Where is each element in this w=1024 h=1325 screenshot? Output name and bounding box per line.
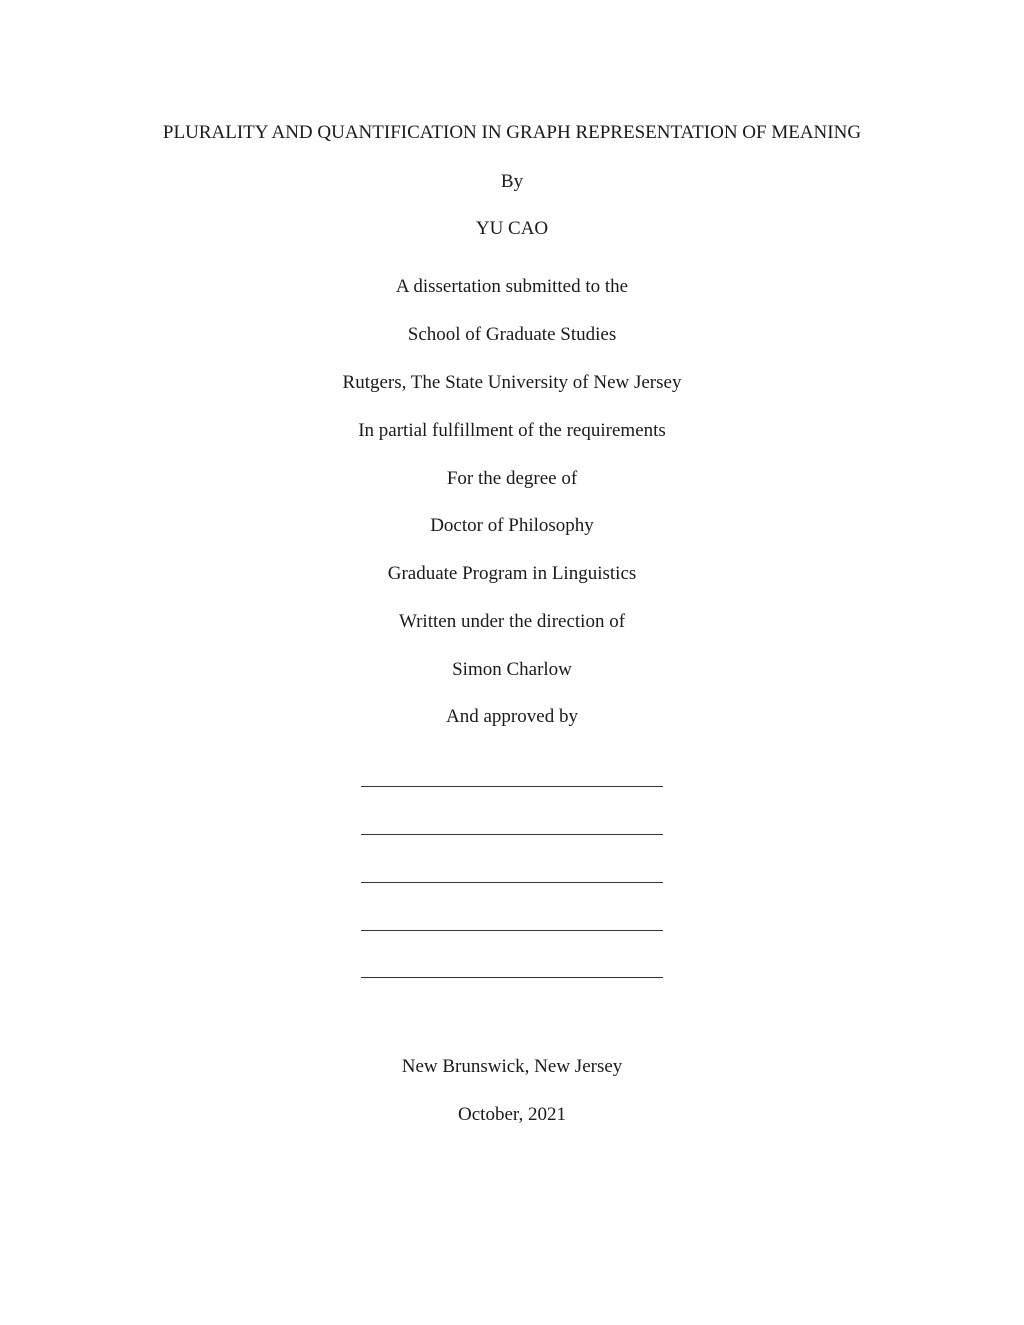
dissertation-title: PLURALITY AND QUANTIFICATION IN GRAPH REPRESENTATION OF MEANING — [162, 122, 862, 143]
by-label: By — [500, 171, 524, 192]
program-name: Graduate Program in Linguistics — [387, 563, 637, 584]
submission-line: In partial fulfillment of the requirements — [358, 420, 666, 441]
date: October, 2021 — [458, 1104, 566, 1125]
location: New Brunswick, New Jersey — [401, 1056, 623, 1077]
advisor-name: Simon Charlow — [452, 659, 572, 680]
submission-line: School of Graduate Studies — [407, 324, 617, 345]
submission-line: For the degree of — [446, 468, 578, 489]
signature-line — [361, 834, 663, 835]
signature-line — [361, 977, 663, 978]
submission-line: Written under the direction of — [398, 611, 626, 632]
submission-line: A dissertation submitted to the — [395, 276, 629, 297]
approval-label: And approved by — [446, 706, 578, 727]
author-name: YU CAO — [475, 218, 549, 239]
degree-name: Doctor of Philosophy — [430, 515, 594, 536]
signature-line — [361, 930, 663, 931]
signature-line — [361, 882, 663, 883]
submission-line: Rutgers, The State University of New Jersey — [342, 372, 682, 393]
signature-line — [361, 786, 663, 787]
